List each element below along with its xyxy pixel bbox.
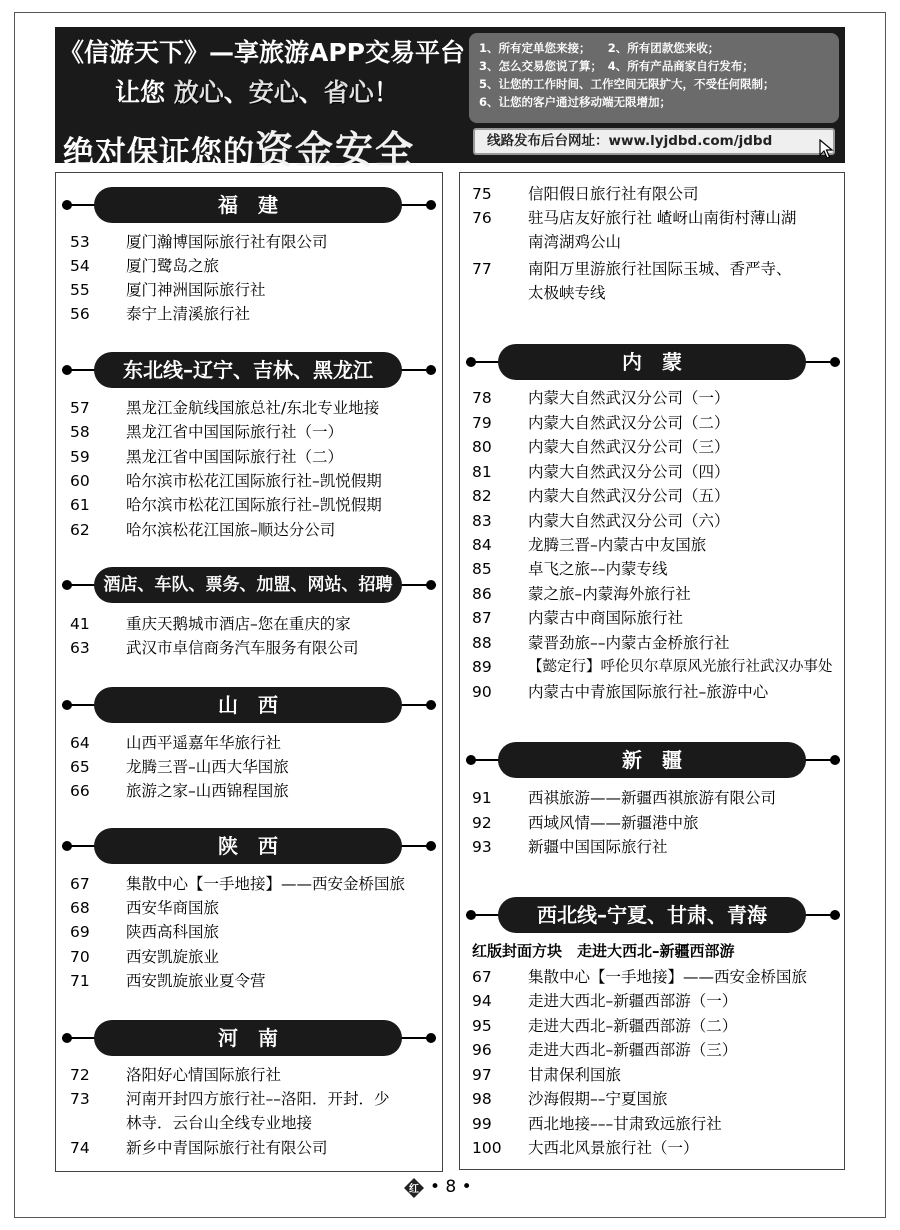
item-name: 厦门鹭岛之旅 <box>126 257 220 275</box>
item-number: 88 <box>472 634 492 652</box>
tagline-word-2: 安心 <box>248 78 299 107</box>
item-name: 内蒙大自然武汉分公司（五） <box>528 487 730 505</box>
page-number: • 8 • <box>430 1177 472 1197</box>
left-column <box>55 172 443 1172</box>
item-name: 内蒙古中青旅国际旅行社–旅游中心 <box>528 683 769 701</box>
item-name: 西北地接–––甘肃致远旅行社 <box>528 1115 722 1133</box>
guarantee-prefix: 绝对保证您的 <box>63 135 255 171</box>
header-dot <box>426 365 436 375</box>
section-title: 河 南 <box>94 1020 402 1056</box>
section-title: 东北线–辽宁、吉林、黑龙江 <box>94 352 402 388</box>
item-name: 西安凯旋旅业 <box>126 948 220 966</box>
header-dot <box>62 700 72 710</box>
item-number: 73 <box>70 1090 90 1108</box>
item-name: 哈尔滨松花江国旅–顺达分公司 <box>126 521 336 539</box>
badge-char: 红 <box>409 1184 419 1195</box>
feature-note: 5、让您的工作时间、工作空间无限扩大，不受任何限制； <box>479 77 775 91</box>
item-name: 龙腾三晋–内蒙古中友国旅 <box>528 536 707 554</box>
section-title: 福 建 <box>94 187 402 223</box>
banner-slogan <box>55 27 465 172</box>
item-number: 95 <box>472 1017 492 1035</box>
tagline-sep-2: 、 <box>298 78 324 107</box>
header-dot <box>466 755 476 765</box>
item-name: 龙腾三晋–山西大华国旅 <box>126 758 289 776</box>
item-name: 西安凯旋旅业夏令营 <box>126 972 266 990</box>
tagline-word-1: 放心 <box>173 78 224 107</box>
right-column <box>459 172 845 1170</box>
item-number: 41 <box>70 615 90 633</box>
item-name: 哈尔滨市松花江国际旅行社–凯悦假期 <box>126 472 382 490</box>
cover-block-subheading: 红版封面方块 走进大西北–新疆西部游 <box>472 942 735 960</box>
header-dot <box>62 580 72 590</box>
item-number: 93 <box>472 838 492 856</box>
item-name: 蒙晋劲旅––内蒙古金桥旅行社 <box>528 634 730 652</box>
feature-note: 1、所有定单您来接； 2、所有团款您来收； <box>479 41 720 55</box>
item-number: 59 <box>70 448 90 466</box>
header-dot <box>62 365 72 375</box>
item-name: 泰宁上清溪旅行社 <box>126 305 251 323</box>
item-name: 内蒙大自然武汉分公司（三） <box>528 438 730 456</box>
item-name: 旅游之家–山西锦程国旅 <box>126 782 289 800</box>
item-name: 黑龙江金航线国旅总社/东北专业地接 <box>126 399 380 417</box>
item-name-continued: 太极峡专线 <box>528 284 606 302</box>
item-name: 重庆天鹅城市酒店–您在重庆的家 <box>126 615 351 633</box>
item-name: 集散中心【一手地接】——西安金桥国旅 <box>126 875 406 893</box>
header-dot <box>830 357 840 367</box>
item-name: 沙海假期––宁夏国旅 <box>528 1090 668 1108</box>
section-header-services <box>62 567 436 603</box>
item-name-continued: 林寺．云台山全线专业地接 <box>126 1114 313 1132</box>
item-number: 91 <box>472 789 492 807</box>
item-name: 信阳假日旅行社有限公司 <box>528 185 699 203</box>
banner-guarantee <box>63 119 415 174</box>
item-number: 67 <box>70 875 90 893</box>
item-name: 甘肃保利国旅 <box>528 1066 622 1084</box>
item-name: 西域风情——新疆港中旅 <box>528 814 699 832</box>
item-number: 98 <box>472 1090 492 1108</box>
feature-note: 3、怎么交易您说了算； 4、所有产品商家自行发布； <box>479 59 754 73</box>
item-number: 90 <box>472 683 492 701</box>
item-name-continued: 南湾湖鸡公山 <box>528 233 622 251</box>
item-name: 厦门神洲国际旅行社 <box>126 281 266 299</box>
item-number: 83 <box>472 512 492 530</box>
header-dot <box>426 841 436 851</box>
header-dot <box>62 200 72 210</box>
section-header-shaanxi <box>62 828 436 864</box>
header-dot <box>466 357 476 367</box>
item-name: 走进大西北–新疆西部游（二） <box>528 1017 738 1035</box>
item-name: 洛阳好心情国际旅行社 <box>126 1066 282 1084</box>
section-header-neimeng <box>466 344 840 380</box>
item-name: 【懿定行】呼伦贝尔草原风光旅行社武汉办事处 <box>528 659 833 675</box>
item-number: 80 <box>472 438 492 456</box>
section-header-shanxi <box>62 687 436 723</box>
item-number: 54 <box>70 257 90 275</box>
item-name: 河南开封四方旅行社––洛阳．开封．少 <box>126 1090 390 1108</box>
section-header-henan <box>62 1020 436 1056</box>
item-name: 驻马店友好旅行社 嵖岈山南街村薄山湖 <box>528 209 797 227</box>
item-name: 卓飞之旅––内蒙专线 <box>528 560 668 578</box>
section-title: 内 蒙 <box>498 344 806 380</box>
section-title: 酒店、车队、票务、加盟、网站、招聘 <box>94 567 402 603</box>
item-number: 72 <box>70 1066 90 1084</box>
item-name: 新乡中青国际旅行社有限公司 <box>126 1139 328 1157</box>
ad-banner[interactable] <box>55 27 845 172</box>
item-name: 新疆中国国际旅行社 <box>528 838 668 856</box>
red-edition-badge-icon <box>403 1177 425 1199</box>
item-name: 走进大西北–新疆西部游（一） <box>528 992 738 1010</box>
item-name: 内蒙大自然武汉分公司（二） <box>528 414 730 432</box>
item-name: 西安华商国旅 <box>126 899 220 917</box>
item-number: 77 <box>472 260 492 278</box>
item-number: 78 <box>472 389 492 407</box>
item-name: 集散中心【一手地接】——西安金桥国旅 <box>528 968 808 986</box>
item-number: 67 <box>472 968 492 986</box>
item-number: 55 <box>70 281 90 299</box>
item-name: 山西平遥嘉年华旅行社 <box>126 734 282 752</box>
item-number: 96 <box>472 1041 492 1059</box>
item-number: 85 <box>472 560 492 578</box>
banner-tagline <box>115 73 399 109</box>
item-number: 65 <box>70 758 90 776</box>
item-number: 71 <box>70 972 90 990</box>
item-name: 哈尔滨市松花江国际旅行社–凯悦假期 <box>126 496 382 514</box>
item-number: 84 <box>472 536 492 554</box>
item-name: 内蒙大自然武汉分公司（一） <box>528 389 730 407</box>
header-dot <box>830 755 840 765</box>
section-title: 陕 西 <box>94 828 402 864</box>
mouse-cursor-icon <box>818 139 836 159</box>
item-number: 87 <box>472 609 492 627</box>
item-number: 89 <box>472 658 492 676</box>
item-name: 南阳万里游旅行社国际玉城、香严寺、 <box>528 260 792 278</box>
item-name: 内蒙大自然武汉分公司（四） <box>528 463 730 481</box>
item-number: 74 <box>70 1139 90 1157</box>
item-name: 武汉市卓信商务汽车服务有限公司 <box>126 639 359 657</box>
tagline-prefix: 让您 <box>115 78 166 107</box>
item-name: 陕西高科国旅 <box>126 923 220 941</box>
item-name: 黑龙江省中国国际旅行社（二） <box>126 448 344 466</box>
backend-url-link[interactable]: 线路发布后台网址：www.lyjdbd.com/jdbd <box>473 128 835 155</box>
item-number: 100 <box>472 1139 502 1157</box>
item-number: 81 <box>472 463 492 481</box>
header-dot <box>62 1033 72 1043</box>
tagline-word-3: 省心 <box>323 78 374 107</box>
item-number: 61 <box>70 496 90 514</box>
header-dot <box>466 910 476 920</box>
item-number: 76 <box>472 209 492 227</box>
item-name: 大西北风景旅行社（一） <box>528 1139 699 1157</box>
item-name: 走进大西北–新疆西部游（三） <box>528 1041 738 1059</box>
item-number: 86 <box>472 585 492 603</box>
item-name: 厦门瀚博国际旅行社有限公司 <box>126 233 328 251</box>
section-header-xinjiang <box>466 742 840 778</box>
section-title: 西北线–宁夏、甘肃、青海 <box>498 897 806 933</box>
banner-title: 《信游天下》—享旅游APP交易平台 <box>59 38 465 67</box>
header-dot <box>426 700 436 710</box>
section-header-fujian <box>62 187 436 223</box>
item-number: 64 <box>70 734 90 752</box>
header-dot <box>426 580 436 590</box>
item-number: 68 <box>70 899 90 917</box>
section-title: 新 疆 <box>498 742 806 778</box>
item-number: 94 <box>472 992 492 1010</box>
section-header-xibei <box>466 897 840 933</box>
item-name: 内蒙大自然武汉分公司（六） <box>528 512 730 530</box>
header-dot <box>830 910 840 920</box>
item-number: 60 <box>70 472 90 490</box>
section-header-dongbei <box>62 352 436 388</box>
banner-feature-list <box>469 33 839 123</box>
section-title: 山 西 <box>94 687 402 723</box>
header-dot <box>426 200 436 210</box>
header-dot <box>62 841 72 851</box>
tagline-suffix: ！ <box>373 78 399 107</box>
header-dot <box>426 1033 436 1043</box>
feature-note: 6、让您的客户通过移动端无限增加； <box>479 95 671 109</box>
item-name: 西祺旅游——新疆西祺旅游有限公司 <box>528 789 777 807</box>
item-number: 70 <box>70 948 90 966</box>
item-number: 63 <box>70 639 90 657</box>
item-number: 57 <box>70 399 90 417</box>
item-number: 69 <box>70 923 90 941</box>
item-number: 53 <box>70 233 90 251</box>
item-number: 66 <box>70 782 90 800</box>
item-name: 内蒙古中商国际旅行社 <box>528 609 684 627</box>
item-number: 97 <box>472 1066 492 1084</box>
item-number: 58 <box>70 423 90 441</box>
guarantee-emphasis: 资金安全 <box>255 128 416 172</box>
tagline-sep-1: 、 <box>223 78 249 107</box>
item-number: 62 <box>70 521 90 539</box>
item-number: 56 <box>70 305 90 323</box>
item-number: 82 <box>472 487 492 505</box>
item-name: 黑龙江省中国国际旅行社（一） <box>126 423 344 441</box>
item-number: 75 <box>472 185 492 203</box>
item-number: 79 <box>472 414 492 432</box>
item-number: 99 <box>472 1115 492 1133</box>
item-name: 蒙之旅–内蒙海外旅行社 <box>528 585 691 603</box>
item-number: 92 <box>472 814 492 832</box>
